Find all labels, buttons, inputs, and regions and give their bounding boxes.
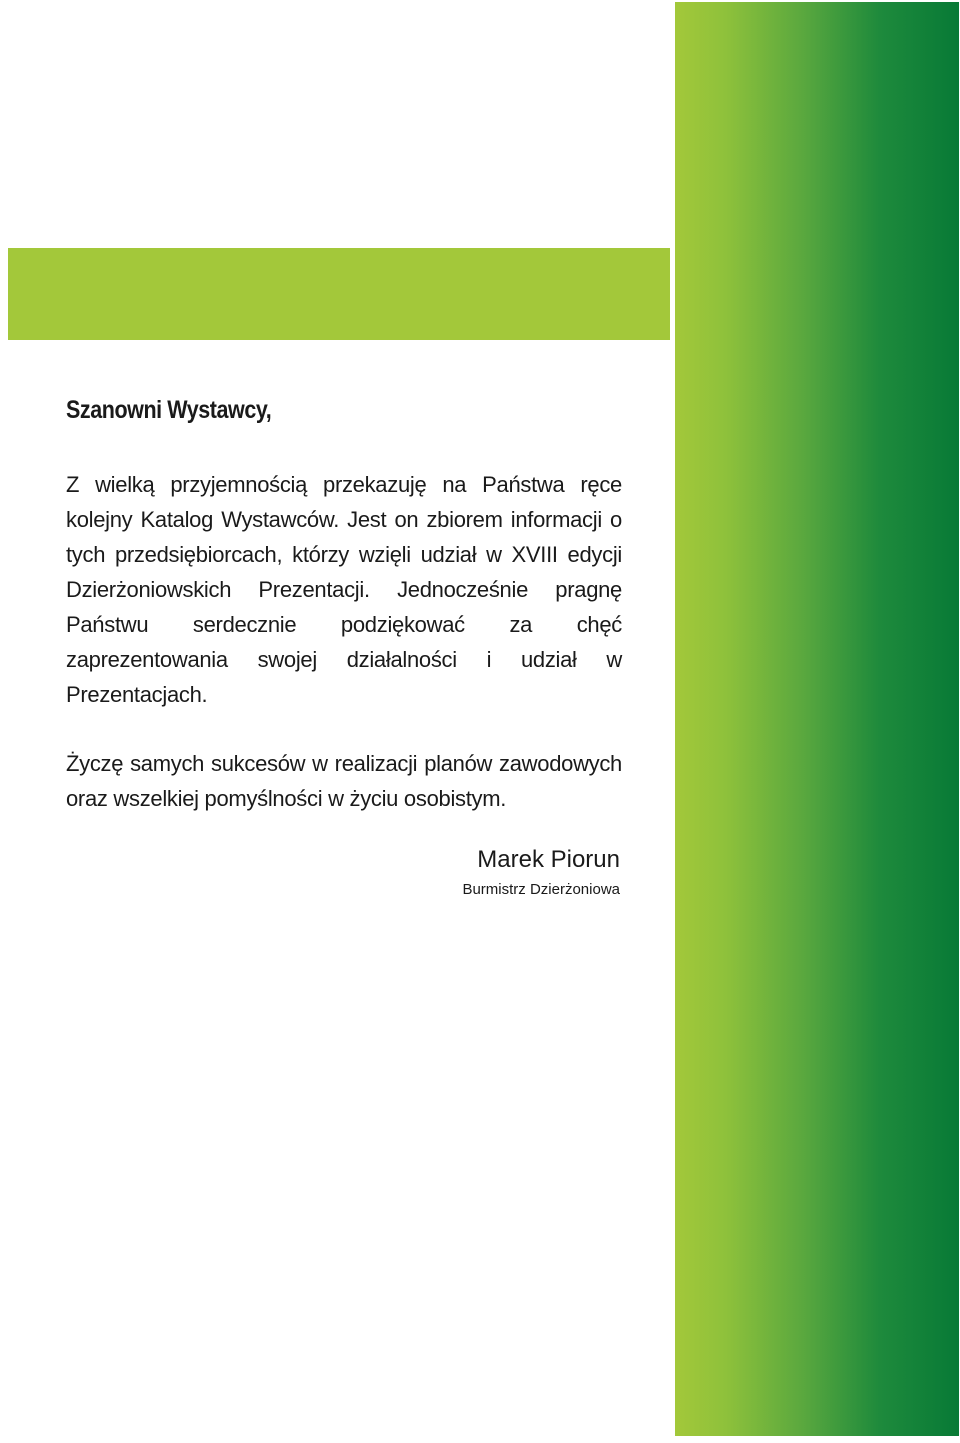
signature-block: [420, 845, 620, 901]
letter-greeting: Szanowni Wystawcy,: [66, 396, 272, 424]
signature-role: Burmistrz Dzierżoniowa: [462, 881, 620, 898]
letter-body: [66, 395, 622, 816]
letter-paragraph-2: Życzę samych sukcesów w realizacji planów zawodowych oraz wszelkiej pomyślności w życiu osobistym.: [66, 751, 622, 811]
letter-paragraph-1: Z wielką przyjemnością przekazuję na Państwa ręce kolejny Katalog Wystawców. Jest on zbiorem informacji o tych przedsiębiorcach, którzy wzięli udział w XVIII edycji Dzierżoniowskich Prezentacji. Jednocześnie pragnę Państwu serdecznie podziękować za chęć zaprezentowania swojej działalności i udział w Prezentacjach.: [66, 472, 622, 707]
green-gradient-sidebar: [675, 2, 959, 1436]
green-header-band: [8, 248, 670, 340]
signature-name: Marek Piorun: [477, 846, 620, 873]
